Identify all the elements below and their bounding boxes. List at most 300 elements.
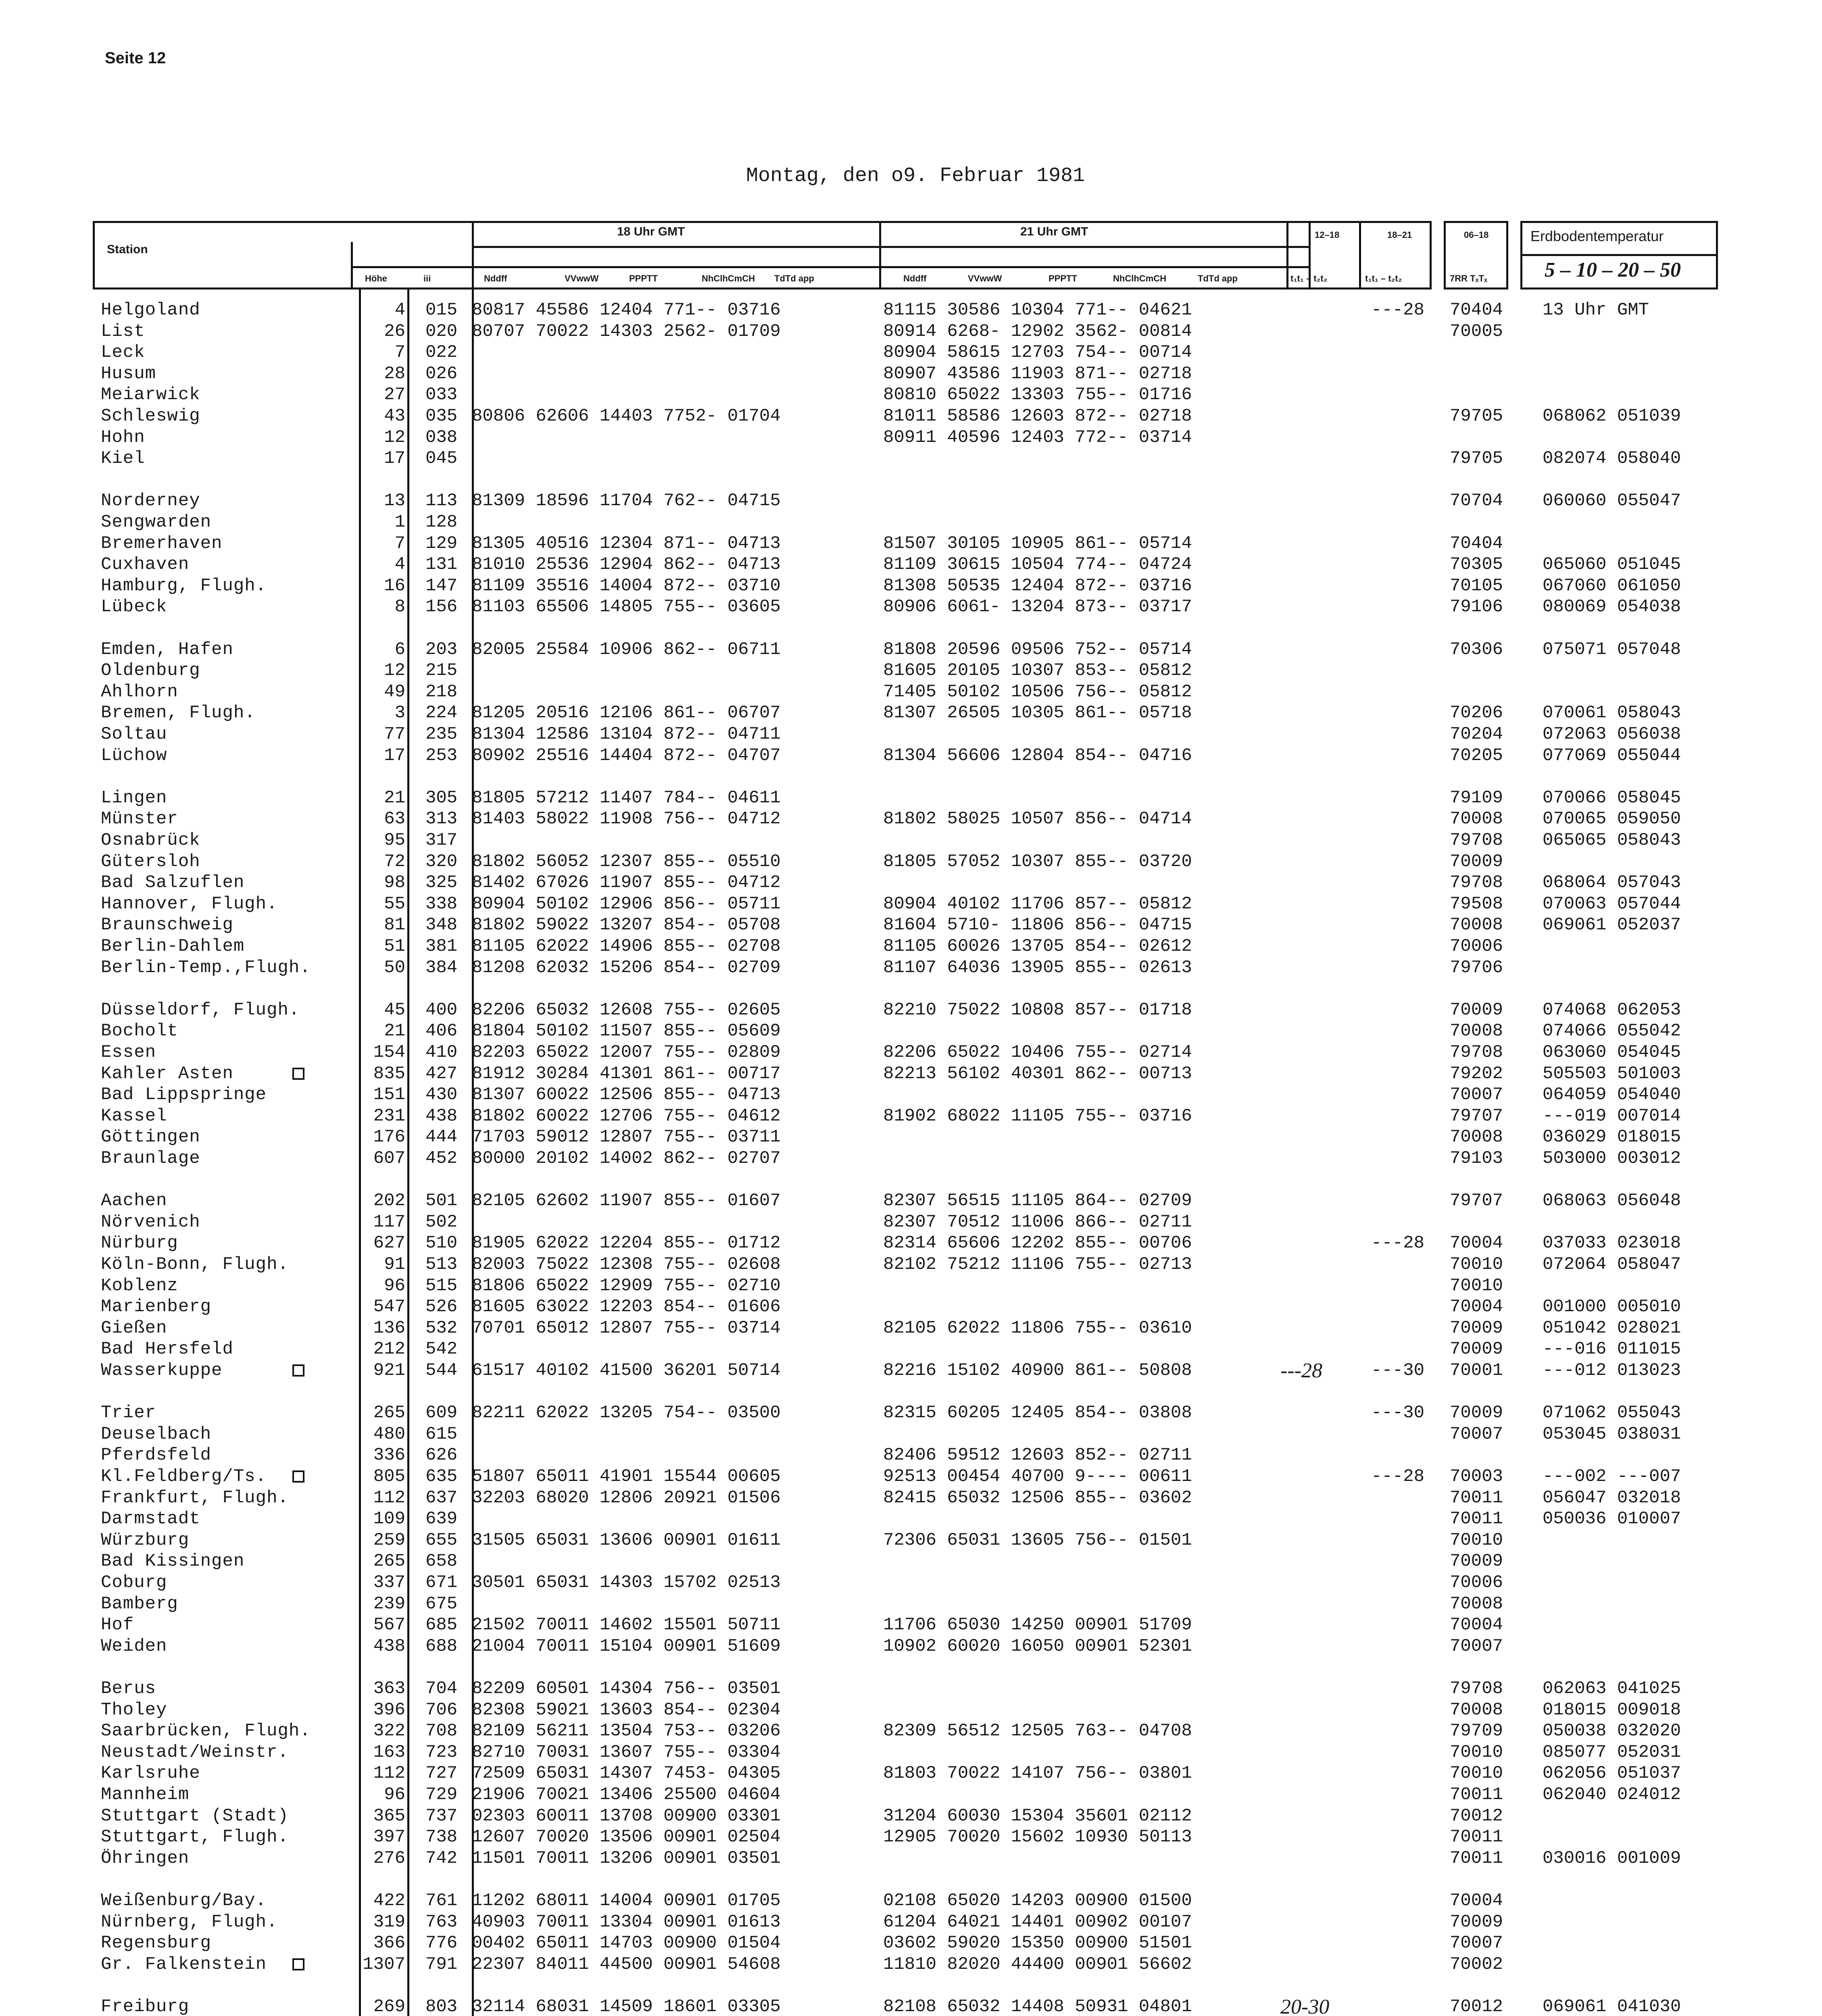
code-06-18: 70007 xyxy=(1450,1933,1503,1953)
obs-21-uhr: 80904 58615 12703 754-- 00714 xyxy=(883,342,1192,362)
station-iii: 015 xyxy=(425,300,458,320)
table-row xyxy=(0,703,1681,723)
obs-21-uhr: 82406 59512 12603 852-- 02711 xyxy=(883,1445,1192,1465)
table-row xyxy=(0,1233,1681,1253)
header-divider xyxy=(351,266,1311,268)
station-iii: 035 xyxy=(425,406,458,426)
code-06-18: 70205 xyxy=(1450,746,1503,766)
obs-21-uhr: 71405 50102 10506 756-- 05812 xyxy=(883,682,1192,702)
header-period-0618: 06–18 xyxy=(1464,230,1489,240)
table-row xyxy=(0,1848,1681,1868)
code-06-18: 70001 xyxy=(1450,1360,1503,1381)
obs-18-uhr: 81309 18596 11704 762-- 04715 xyxy=(472,491,781,511)
station-height: 202 xyxy=(373,1191,405,1211)
table-row xyxy=(0,448,1681,469)
soil-temperature: 082074 058040 xyxy=(1543,448,1681,469)
station-iii: 022 xyxy=(425,342,458,362)
station-name: Frankfurt, Flugh. xyxy=(101,1488,289,1508)
code-06-18: 79508 xyxy=(1450,894,1503,914)
header-21-uhr: 21 Uhr GMT xyxy=(1020,225,1088,238)
obs-21-uhr: 82314 65606 12202 855-- 00706 xyxy=(883,1233,1192,1253)
obs-21-uhr: 61204 64021 14401 00902 00107 xyxy=(883,1912,1192,1932)
station-height: 276 xyxy=(373,1848,405,1868)
obs-21-uhr: 82105 62022 11806 755-- 03610 xyxy=(883,1318,1192,1338)
code-06-18: 70008 xyxy=(1450,1127,1503,1147)
code-06-18: 70009 xyxy=(1450,1000,1503,1020)
table-row xyxy=(0,958,1503,978)
obs-18-uhr: 81802 56052 12307 855-- 05510 xyxy=(472,852,781,872)
station-height: 259 xyxy=(373,1530,405,1550)
station-height: 480 xyxy=(373,1424,405,1444)
station-iii: 513 xyxy=(425,1254,458,1275)
station-name: Regensburg xyxy=(101,1933,212,1953)
soil-temperature: 074068 062053 xyxy=(1543,1000,1681,1020)
code-06-18: 79707 xyxy=(1450,1191,1503,1211)
table-row xyxy=(0,852,1503,872)
station-iii: 704 xyxy=(425,1679,458,1699)
soil-temperature: 503000 003012 xyxy=(1543,1148,1681,1168)
table-row xyxy=(0,300,1649,320)
station-name: Darmstadt xyxy=(101,1509,200,1529)
table-row xyxy=(0,1000,1681,1020)
station-iii: 742 xyxy=(425,1848,458,1868)
mountain-station-marker-icon xyxy=(292,1068,304,1080)
code-06-18: 79705 xyxy=(1450,448,1503,469)
code-06-18: 70010 xyxy=(1450,1276,1503,1296)
table-row xyxy=(0,894,1681,914)
station-iii: 729 xyxy=(425,1785,458,1805)
soil-temperature: 065065 058043 xyxy=(1543,830,1681,850)
obs-18-uhr: 81403 58022 11908 756-- 04712 xyxy=(472,809,781,829)
station-iii: 526 xyxy=(425,1297,458,1317)
table-row xyxy=(0,1572,1503,1593)
soil-temperature: 018015 009018 xyxy=(1543,1700,1681,1720)
obs-21-uhr: 82309 56512 12505 763-- 04708 xyxy=(883,1721,1192,1741)
obs-21-uhr: 81308 50535 12404 872-- 03716 xyxy=(883,576,1192,596)
code-06-18: 70008 xyxy=(1450,1594,1503,1614)
mountain-station-marker-icon xyxy=(292,1364,304,1377)
soil-temperature: 071062 055043 xyxy=(1543,1403,1681,1423)
station-name: Leck xyxy=(101,342,145,362)
obs-18-uhr: 81307 60022 12506 855-- 04713 xyxy=(472,1085,781,1105)
table-row xyxy=(0,1254,1681,1275)
header-18-uhr: 18 Uhr GMT xyxy=(617,225,685,238)
obs-18-uhr: 81805 57212 11407 784-- 04611 xyxy=(472,788,781,808)
station-iii: 510 xyxy=(425,1233,458,1253)
code-06-18: 70008 xyxy=(1450,915,1503,935)
table-row xyxy=(0,809,1681,829)
obs-21-uhr: 81307 26505 10305 861-- 05718 xyxy=(883,703,1192,723)
station-iii: 045 xyxy=(425,448,458,469)
obs-18-uhr: 80902 25516 14404 872-- 04707 xyxy=(472,746,781,766)
table-row xyxy=(0,1551,1503,1571)
station-height: 27 xyxy=(384,385,405,405)
header-station: Station xyxy=(107,243,148,256)
station-height: 109 xyxy=(373,1509,405,1529)
soil-temperature: 068064 057043 xyxy=(1543,873,1681,893)
code-06-18: 70004 xyxy=(1450,1297,1503,1317)
station-height: 231 xyxy=(373,1106,405,1126)
station-iii: 688 xyxy=(425,1636,458,1656)
station-height: 6 xyxy=(394,639,405,660)
station-iii: 313 xyxy=(425,809,458,829)
obs-18-uhr: 32114 68031 14509 18601 03305 xyxy=(472,1997,781,2016)
code-06-18: 79708 xyxy=(1450,1042,1503,1062)
station-name: Husum xyxy=(101,364,156,384)
code-06-18: 79708 xyxy=(1450,873,1503,893)
station-iii: 338 xyxy=(425,894,458,914)
obs-18-uhr: 82003 75022 12308 755-- 02608 xyxy=(472,1254,781,1275)
station-iii: 615 xyxy=(425,1424,458,1444)
station-name: Kiel xyxy=(101,448,145,469)
table-row xyxy=(0,1891,1503,1911)
station-name: Ahlhorn xyxy=(101,682,178,702)
station-iii: 761 xyxy=(425,1891,458,1911)
obs-21-uhr: 10902 60020 16050 00901 52301 xyxy=(883,1636,1192,1656)
station-name: Hohn xyxy=(101,427,145,448)
code-06-18: 70004 xyxy=(1450,1233,1503,1253)
station-height: 1 xyxy=(394,512,405,532)
station-height: 151 xyxy=(373,1085,405,1105)
obs-18-uhr: 22307 84011 44500 00901 54608 xyxy=(472,1954,781,1974)
station-height: 337 xyxy=(373,1572,405,1593)
soil-temperature: 037033 023018 xyxy=(1543,1233,1681,1253)
station-name: Deuselbach xyxy=(101,1424,212,1444)
station-name: Pferdsfeld xyxy=(101,1445,212,1465)
station-iii: 129 xyxy=(425,533,458,554)
station-name: Sengwarden xyxy=(101,512,212,532)
station-height: 805 xyxy=(373,1466,405,1487)
soil-temperature: 065060 051045 xyxy=(1543,554,1681,575)
station-name: Berlin-Temp.,Flugh. xyxy=(101,958,311,978)
station-height: 17 xyxy=(384,746,405,766)
table-row xyxy=(0,639,1681,660)
obs-18-uhr: 81402 67026 11907 855-- 04712 xyxy=(472,873,781,893)
obs-21-uhr: 82213 56102 40301 862-- 00713 xyxy=(883,1064,1192,1084)
table-row xyxy=(0,1085,1681,1105)
obs-21-uhr: 80810 65022 13303 755-- 01716 xyxy=(883,385,1192,405)
obs-18-uhr: 81208 62032 15206 854-- 02709 xyxy=(472,958,781,978)
code-06-18: 70010 xyxy=(1450,1763,1503,1783)
station-height: 136 xyxy=(373,1318,405,1338)
code-06-18: 70006 xyxy=(1450,1572,1503,1593)
station-height: 95 xyxy=(384,830,405,850)
station-name: Hamburg, Flugh. xyxy=(101,576,267,596)
station-name: Bad Hersfeld xyxy=(101,1339,233,1359)
table-row xyxy=(0,746,1681,766)
code-06-18: 70011 xyxy=(1450,1785,1503,1805)
obs-21-uhr: 82108 65032 14408 50931 04801 xyxy=(883,1997,1192,2016)
station-height: 265 xyxy=(373,1551,405,1571)
code-06-18: 70012 xyxy=(1450,1997,1503,2016)
station-height: 4 xyxy=(394,554,405,575)
code-06-18: 79708 xyxy=(1450,830,1503,850)
station-iii: 609 xyxy=(425,1403,458,1423)
station-height: 7 xyxy=(394,342,405,362)
station-name: Marienberg xyxy=(101,1297,212,1317)
code-06-18: 70206 xyxy=(1450,703,1503,723)
station-name: Bremerhaven xyxy=(101,533,223,554)
obs-21-uhr: 81802 58025 10507 856-- 04714 xyxy=(883,809,1192,829)
obs-18-uhr: 81304 12586 13104 872-- 04711 xyxy=(472,724,781,744)
code-06-18: 70306 xyxy=(1450,639,1503,660)
code-06-18: 79109 xyxy=(1450,788,1503,808)
station-iii: 723 xyxy=(425,1742,458,1762)
station-height: 17 xyxy=(384,448,405,469)
station-iii: 727 xyxy=(425,1763,458,1783)
station-iii: 430 xyxy=(425,1085,458,1105)
obs-21-uhr: 72306 65031 13605 756-- 01501 xyxy=(883,1530,1192,1550)
code-06-18: 70704 xyxy=(1450,491,1503,511)
station-iii: 501 xyxy=(425,1191,458,1211)
obs-21-uhr: 81808 20596 09506 752-- 05714 xyxy=(883,639,1192,660)
station-name: Braunschweig xyxy=(101,915,233,935)
table-row xyxy=(0,597,1681,617)
station-height: 43 xyxy=(384,406,405,426)
table-row xyxy=(0,1679,1681,1699)
obs-18-uhr: 80817 45586 12404 771-- 03716 xyxy=(472,300,781,320)
soil-temperature: 036029 018015 xyxy=(1543,1127,1681,1147)
code-06-18: 70010 xyxy=(1450,1530,1503,1550)
header-ppptt: PPPTT xyxy=(1049,273,1077,283)
station-name: Bad Salzuflen xyxy=(101,873,245,893)
obs-18-uhr: 00402 65011 14703 00900 01504 xyxy=(472,1933,781,1953)
obs-21-uhr: 02108 65020 14203 00900 01500 xyxy=(883,1891,1192,1911)
station-height: 49 xyxy=(384,682,405,702)
station-height: 397 xyxy=(373,1827,405,1847)
table-row xyxy=(0,1806,1503,1826)
soil-temperature: 080069 054038 xyxy=(1543,597,1681,617)
soil-temperature: 001000 005010 xyxy=(1543,1297,1681,1317)
header-range-1: t₁t₁ – t₂t₂ xyxy=(1290,273,1328,283)
header-ppptt: PPPTT xyxy=(629,273,658,283)
station-iii: 803 xyxy=(425,1997,458,2016)
period-12-18: 20-30 xyxy=(1280,1995,1330,2016)
station-height: 547 xyxy=(373,1297,405,1317)
header-nh: NhClhCmCH xyxy=(1113,273,1166,283)
mountain-station-marker-icon xyxy=(292,1958,304,1970)
station-name: Düsseldorf, Flugh. xyxy=(101,1000,300,1020)
soil-temperature: 050036 010007 xyxy=(1543,1509,1681,1529)
station-iii: 156 xyxy=(425,597,458,617)
soil-temperature: 075071 057048 xyxy=(1543,639,1681,660)
soil-temperature: 13 Uhr GMT xyxy=(1543,300,1649,320)
obs-18-uhr: 81806 65022 12909 755-- 02710 xyxy=(472,1276,781,1296)
obs-18-uhr: 31505 65031 13606 00901 01611 xyxy=(472,1530,781,1550)
station-iii: 400 xyxy=(425,1000,458,1020)
code-06-18: 70006 xyxy=(1450,936,1503,956)
table-row xyxy=(0,724,1681,744)
obs-18-uhr: 21004 70011 15104 00901 51609 xyxy=(472,1636,781,1656)
obs-21-uhr: 81805 57052 10307 855-- 03720 xyxy=(883,852,1192,872)
station-height: 63 xyxy=(384,809,405,829)
obs-18-uhr: 82209 60501 14304 756-- 03501 xyxy=(472,1679,781,1699)
station-iii: 224 xyxy=(425,703,458,723)
obs-21-uhr: 81803 70022 14107 756-- 03801 xyxy=(883,1763,1192,1783)
code-06-18: 70008 xyxy=(1450,809,1503,829)
station-name: Schleswig xyxy=(101,406,200,426)
obs-18-uhr: 12607 70020 13506 00901 02504 xyxy=(472,1827,781,1847)
station-name: Göttingen xyxy=(101,1127,200,1147)
obs-18-uhr: 82206 65032 12608 755-- 02605 xyxy=(472,1000,781,1020)
station-name: Karlsruhe xyxy=(101,1763,200,1783)
station-name: Kassel xyxy=(101,1106,167,1126)
header-divider xyxy=(472,246,1311,248)
obs-21-uhr: 81507 30105 10905 861-- 05714 xyxy=(883,533,1192,554)
col-divider xyxy=(879,221,881,289)
header-nh: NhClhCmCH xyxy=(702,273,755,283)
obs-21-uhr: 81115 30586 10304 771-- 04621 xyxy=(883,300,1192,320)
table-row xyxy=(0,1466,1681,1487)
station-height: 567 xyxy=(373,1615,405,1635)
obs-21-uhr: 81304 56606 12804 854-- 04716 xyxy=(883,746,1192,766)
station-name: Münster xyxy=(101,809,178,829)
table-row xyxy=(0,1212,1192,1232)
code-06-18: 79705 xyxy=(1450,406,1503,426)
soil-temperature: 062040 024012 xyxy=(1543,1785,1681,1805)
table-row xyxy=(0,1297,1681,1317)
station-iii: 033 xyxy=(425,385,458,405)
station-name: Koblenz xyxy=(101,1276,178,1296)
code-06-18: 70305 xyxy=(1450,554,1503,575)
table-row xyxy=(0,512,458,532)
obs-18-uhr: 82211 62022 13205 754-- 03500 xyxy=(472,1403,781,1423)
station-height: 98 xyxy=(384,873,405,893)
code-06-18: 79103 xyxy=(1450,1148,1503,1168)
station-height: 1307 xyxy=(363,1954,405,1974)
code-06-18: 70011 xyxy=(1450,1827,1503,1847)
station-name: Tholey xyxy=(101,1700,167,1720)
station-name: Braunlage xyxy=(101,1148,200,1168)
station-iii: 381 xyxy=(425,936,458,956)
table-row xyxy=(0,1615,1503,1635)
mountain-station-marker-icon xyxy=(292,1470,304,1483)
obs-18-uhr: 21502 70011 14602 15501 50711 xyxy=(472,1615,781,1635)
soil-temperature: 062063 041025 xyxy=(1543,1679,1681,1699)
station-height: 269 xyxy=(373,1997,405,2016)
table-row xyxy=(0,1763,1681,1783)
obs-18-uhr: 11202 68011 14004 00901 01705 xyxy=(472,1891,781,1911)
station-name: Wasserkuppe xyxy=(101,1360,223,1381)
station-name: Lüchow xyxy=(101,746,167,766)
code-06-18: 70008 xyxy=(1450,1700,1503,1720)
station-height: 212 xyxy=(373,1339,405,1359)
obs-18-uhr: 82105 62602 11907 855-- 01607 xyxy=(472,1191,781,1211)
soil-temperature: 069061 052037 xyxy=(1543,915,1681,935)
table-row xyxy=(0,1488,1681,1508)
station-name: Cuxhaven xyxy=(101,554,190,575)
station-name: Oldenburg xyxy=(101,660,200,681)
station-iii: 325 xyxy=(425,873,458,893)
header-period-1821: 18–21 xyxy=(1387,230,1412,240)
station-iii: 320 xyxy=(425,852,458,872)
code-06-18: 70007 xyxy=(1450,1636,1503,1656)
station-name: Nürburg xyxy=(101,1233,178,1253)
obs-18-uhr: 81109 35516 14004 872-- 03710 xyxy=(472,576,781,596)
obs-18-uhr: 40903 70011 13304 00901 01613 xyxy=(472,1912,781,1932)
code-06-18: 70004 xyxy=(1450,1615,1503,1635)
soil-temperature: 056047 032018 xyxy=(1543,1488,1681,1508)
period-18-21: ---30 xyxy=(1371,1360,1425,1381)
station-height: 13 xyxy=(384,491,405,511)
header-tdtd: TdTd app xyxy=(774,273,814,283)
station-height: 4 xyxy=(394,300,405,320)
station-iii: 542 xyxy=(425,1339,458,1359)
station-height: 21 xyxy=(384,788,405,808)
station-height: 91 xyxy=(384,1254,405,1275)
station-height: 921 xyxy=(373,1360,405,1381)
station-name: Neustadt/Weinstr. xyxy=(101,1742,289,1762)
station-iii: 147 xyxy=(425,576,458,596)
header-7rr: 7RR TₓTₓ xyxy=(1450,273,1488,283)
soil-temperature: 030016 001009 xyxy=(1543,1848,1681,1868)
code-06-18: 70009 xyxy=(1450,852,1503,872)
table-row xyxy=(0,936,1503,956)
station-height: 77 xyxy=(384,724,405,744)
soil-temperature: 074066 055042 xyxy=(1543,1021,1681,1041)
table-row xyxy=(0,1106,1681,1126)
obs-21-uhr: 81604 5710- 11806 856-- 04715 xyxy=(883,915,1192,935)
soil-temperature: ---019 007014 xyxy=(1543,1106,1681,1126)
code-06-18: 79708 xyxy=(1450,1679,1503,1699)
table-row xyxy=(0,1933,1503,1953)
station-name: Bremen, Flugh. xyxy=(101,703,256,723)
header-range-2: t₁t₁ – t₂t₂ xyxy=(1365,273,1402,283)
obs-18-uhr: 82203 65022 12007 755-- 02809 xyxy=(472,1042,781,1062)
station-iii: 218 xyxy=(425,682,458,702)
col-divider xyxy=(1359,221,1361,289)
obs-18-uhr: 81010 25536 12904 862-- 04713 xyxy=(472,554,781,575)
obs-18-uhr: 81305 40516 12304 871-- 04713 xyxy=(472,533,781,554)
station-name: Nörvenich xyxy=(101,1212,200,1232)
station-name: Kahler Asten xyxy=(101,1064,233,1084)
code-06-18: 70011 xyxy=(1450,1488,1503,1508)
code-06-18: 70011 xyxy=(1450,1848,1503,1868)
soil-temperature: ---002 ---007 xyxy=(1543,1466,1681,1487)
station-iii: 215 xyxy=(425,660,458,681)
col-divider xyxy=(407,289,409,2016)
station-height: 607 xyxy=(373,1148,405,1168)
station-name: Weiden xyxy=(101,1636,167,1656)
station-height: 163 xyxy=(373,1742,405,1762)
station-iii: 671 xyxy=(425,1572,458,1593)
station-height: 26 xyxy=(384,321,405,342)
station-iii: 384 xyxy=(425,958,458,978)
header-vvwww: VVwwW xyxy=(565,273,599,283)
period-18-21: ---28 xyxy=(1371,1466,1425,1487)
obs-21-uhr: 82206 65022 10406 755-- 02714 xyxy=(883,1042,1192,1062)
station-height: 21 xyxy=(384,1021,405,1041)
table-row xyxy=(0,682,1192,702)
table-row xyxy=(0,915,1681,935)
col-divider xyxy=(351,242,353,289)
soil-temperature: 070065 059050 xyxy=(1543,809,1681,829)
code-06-18: 70007 xyxy=(1450,1085,1503,1105)
station-name: Essen xyxy=(101,1042,156,1062)
station-iii: 348 xyxy=(425,915,458,935)
code-06-18: 70009 xyxy=(1450,1912,1503,1932)
header-erdboden: Erdbodentemperatur xyxy=(1530,228,1664,244)
station-height: 51 xyxy=(384,936,405,956)
code-06-18: 79706 xyxy=(1450,958,1503,978)
obs-21-uhr: 11706 65030 14250 00901 51709 xyxy=(883,1615,1192,1635)
station-height: 96 xyxy=(384,1785,405,1805)
station-height: 3 xyxy=(394,703,405,723)
station-iii: 532 xyxy=(425,1318,458,1338)
table-row xyxy=(0,1954,1503,1974)
station-height: 835 xyxy=(373,1064,405,1084)
table-row xyxy=(0,830,1681,850)
